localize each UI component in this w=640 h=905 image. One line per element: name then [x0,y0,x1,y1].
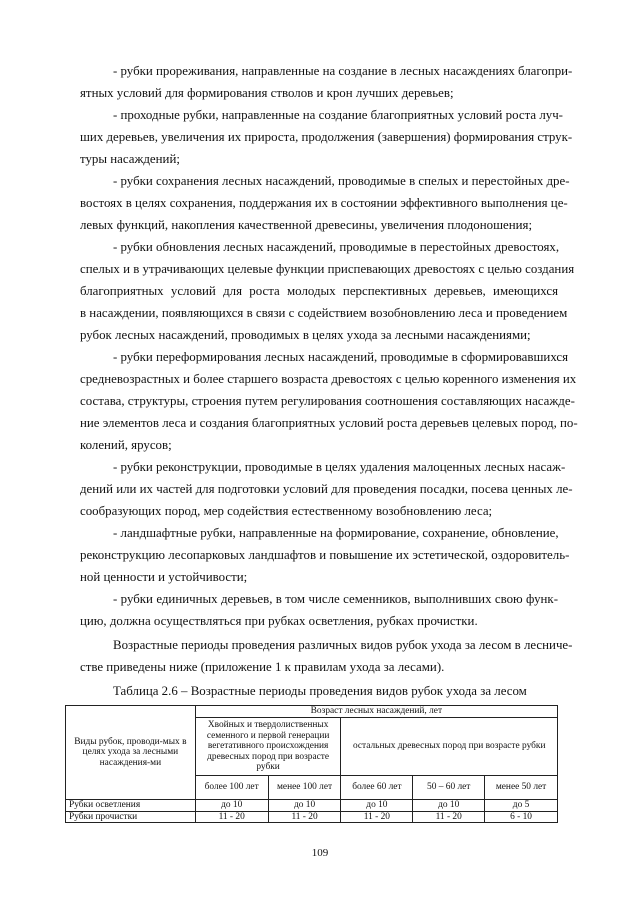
text-line: цию, должна осуществляться при рубках осветления, рубках прочистки. [80,614,478,628]
text-line: востоях в целях сохранения, поддержания их в состоянии эффективного выполнения це- [80,196,568,210]
text-line: реконструкцию лесопарковых ландшафтов и повышение их эстетической, оздоровитель- [80,548,570,562]
table-cell: до 5 [485,800,558,812]
table-cell: до 10 [268,800,341,812]
text-line: - рубки единичных деревьев, в том числе семенников, выполнивших свою функ- [113,592,558,606]
text-line: ятных условий для формирования стволов и крон лучших деревьев; [80,86,454,100]
text-line: - рубки обновления лесных насаждений, проводимые в перестойных древостоях, [113,240,560,254]
text-line: ших деревьев, увеличения их прироста, продолжения (завершения) формирования струк- [80,130,573,144]
text-line: средневозрастных и более старшего возраста древостоях с целью коренного изменения их [80,372,577,386]
subheader-cell: более 60 лет [341,776,413,800]
table-cell: до 10 [413,800,485,812]
text-line: рубок лесных насаждений, проводимых в целях ухода за лесными насаждениями; [80,328,531,342]
text-line: - рубки переформирования лесных насаждений, проводимые в сформировавшихся [113,350,569,364]
text-line: колений, ярусов; [80,438,172,452]
text-line: состава, структуры, строения путем регулирования соотношения составляющих насажде- [80,394,575,408]
header-other-group: остальных древесных пород при возрасте рубки [341,718,558,776]
subheader-cell: более 100 лет [195,776,268,800]
subheader-cell: менее 50 лет [485,776,558,800]
text-line: левых функций, накопления качественной древесины, увеличения плодоношения; [80,218,533,232]
text-line: - рубки сохранения лесных насаждений, проводимые в спелых и перестойных дре- [113,174,570,188]
page-number: 109 [311,847,329,859]
table-caption: Таблица 2.6 – Возрастные периоды проведения видов рубок ухода за лесом [113,684,527,698]
text-line: сообразующих пород, мер содействия естественному возобновлению леса; [80,504,493,518]
table-cell: 11 - 20 [195,811,268,823]
table-row [66,800,558,812]
header-conifer-group: Хвойных и твердолиственных семенного и первой генерации вегетативного происхождения древесных пород при возрасте рубки [195,718,341,776]
table-cell: 11 - 20 [413,811,485,823]
subheader-cell: менее 100 лет [268,776,341,800]
text-line: спелых и в утрачивающих целевые функции приспевающих древостоях с целью создания [80,262,575,276]
table-row [66,811,558,823]
cutting-periods-table [65,705,558,823]
text-line: Возрастные периоды проведения различных видов рубок ухода за лесом в лесниче- [113,638,573,652]
table-cell: 6 - 10 [485,811,558,823]
text-line: ной ценности и устойчивости; [80,570,248,584]
text-line: - проходные рубки, направленные на создание благоприятных условий роста луч- [113,108,563,122]
text-line: - ландшафтные рубки, направленные на формирование, сохранение, обновление, [113,526,559,540]
subheader-cell: 50 – 60 лет [413,776,485,800]
row-name: Рубки осветления [66,800,196,812]
text-line: - рубки прореживания, направленные на создание в лесных насаждениях благопри- [113,64,573,78]
text-line: дений или их частей для подготовки условий для проведения посадки, посева ценных ле- [80,482,573,496]
text-line: - рубки реконструкции, проводимые в целях удаления малоценных лесных насаж- [113,460,566,474]
header-cutting-kind: Виды рубок, проводи-мых в целях ухода за лесными насаждения-ми [66,706,196,800]
header-forest-age: Возраст лесных насаждений, лет [195,706,557,718]
table-cell: до 10 [341,800,413,812]
text-line: благоприятных условий для роста молодых перспективных деревьев, имеющихся [80,284,558,298]
table-cell: 11 - 20 [341,811,413,823]
row-name: Рубки прочистки [66,811,196,823]
table-cell: 11 - 20 [268,811,341,823]
text-line: в насаждении, появляющихся в связи с содействием возобновлению леса и проведением [80,306,568,320]
text-line: ние элементов леса и создания благоприятных условий роста деревьев целевых пород, по- [80,416,578,430]
table-cell: до 10 [195,800,268,812]
text-line: стве приведены ниже (приложение 1 к правилам ухода за лесами). [80,660,445,674]
text-line: туры насаждений; [80,152,180,166]
